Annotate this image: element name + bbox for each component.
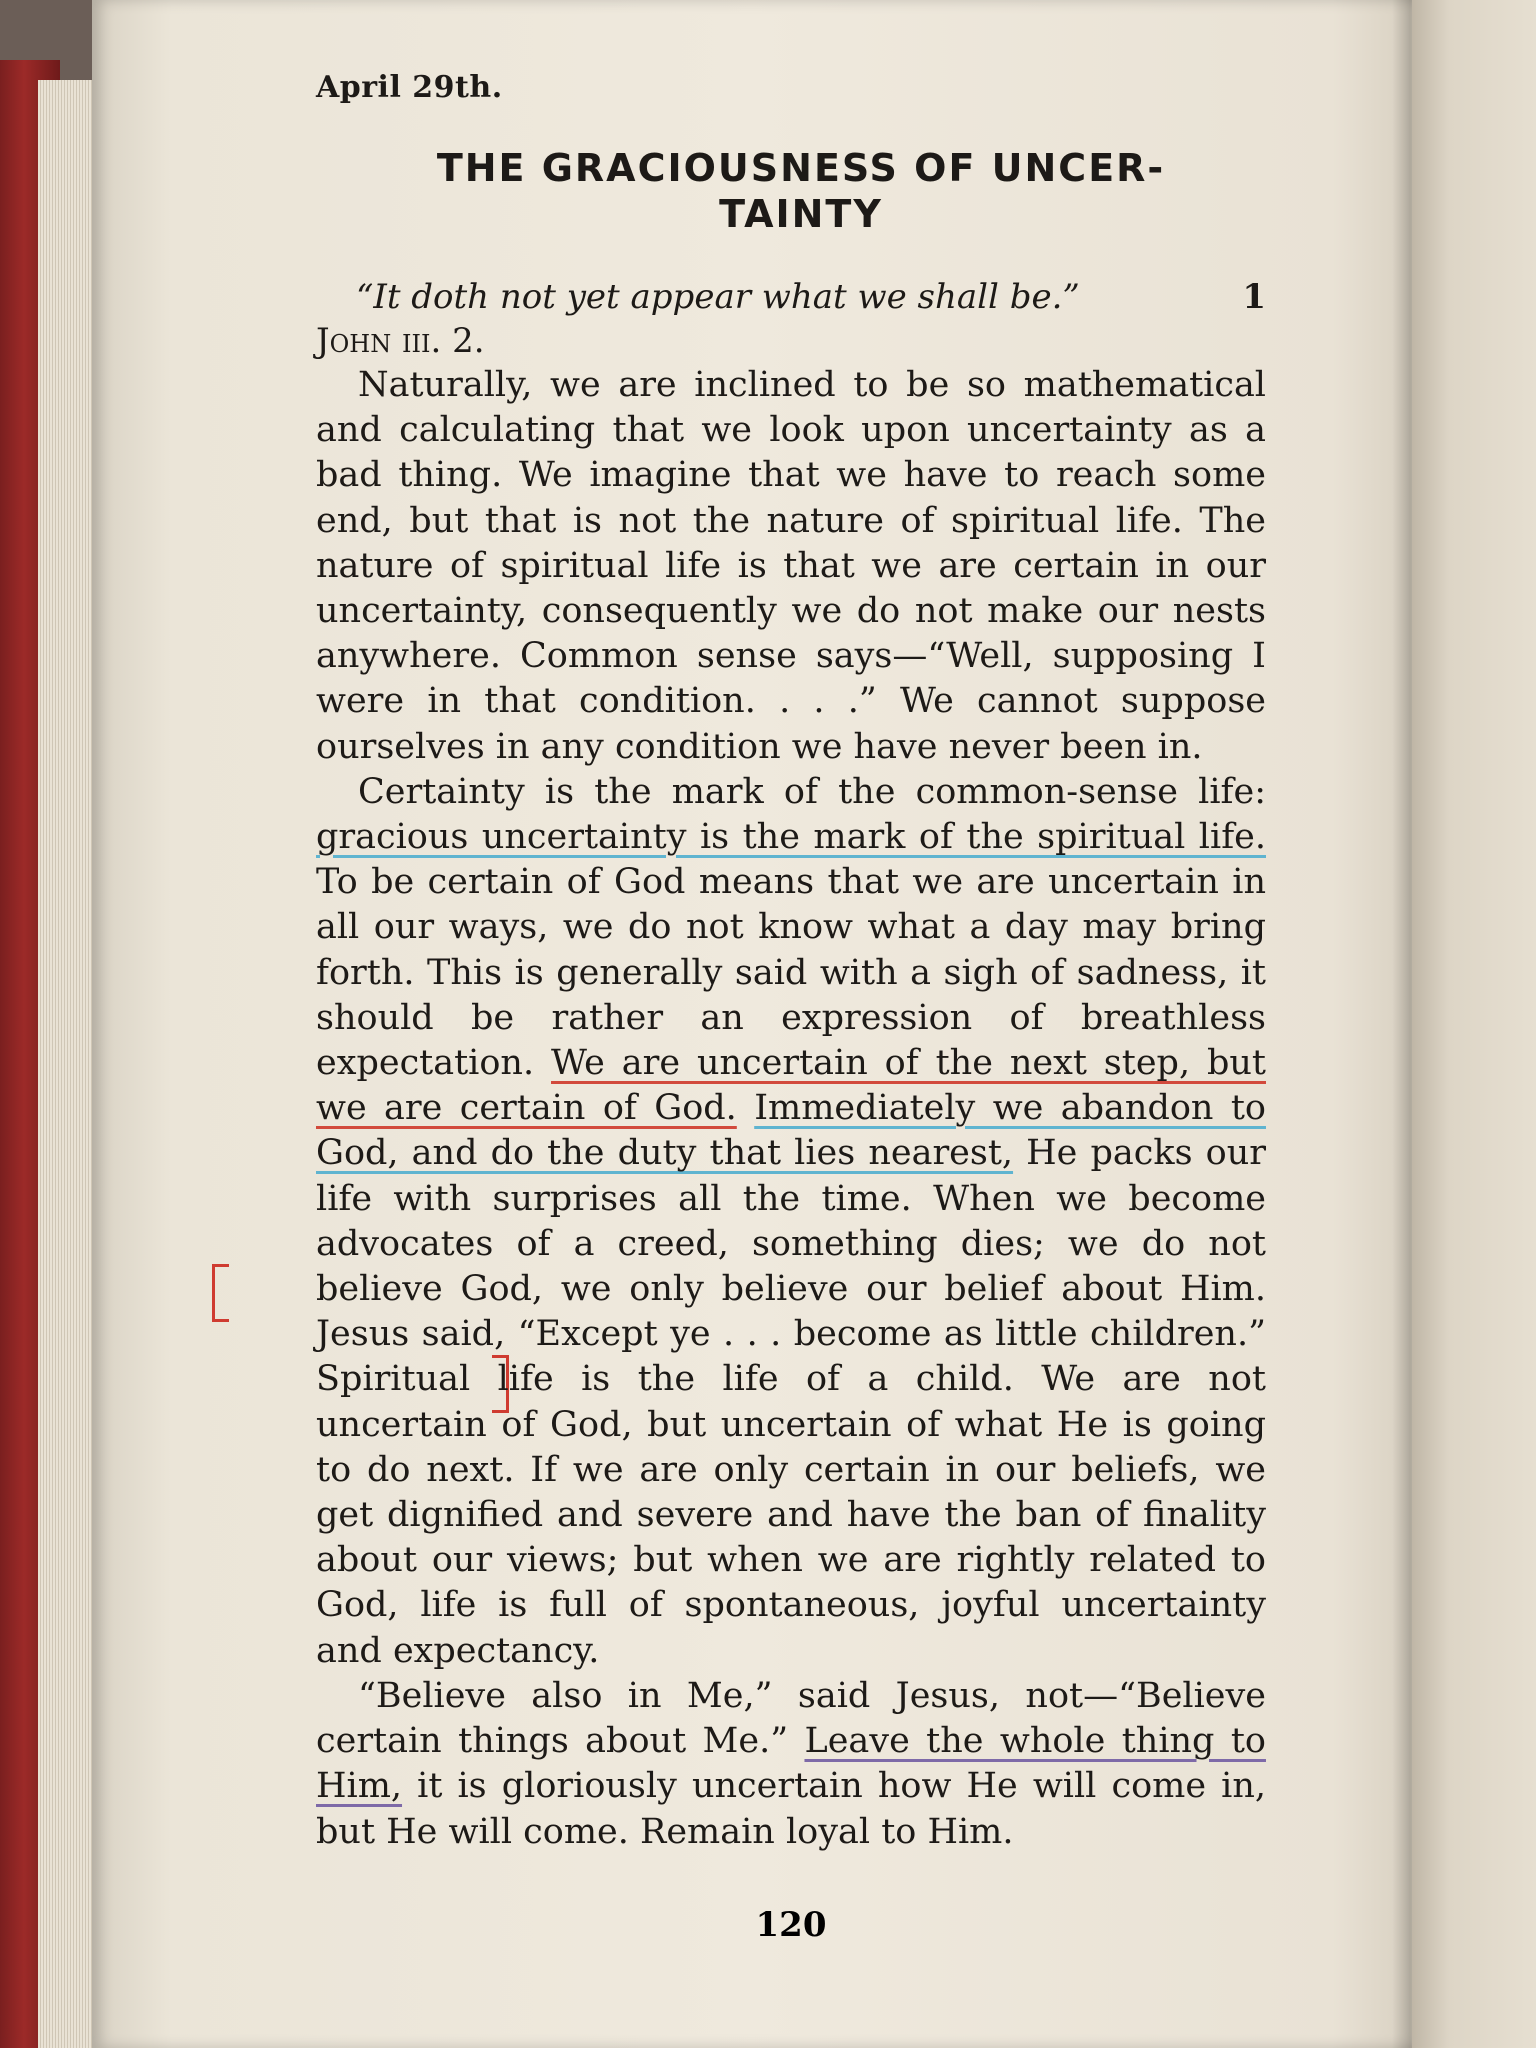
p2-text-c: To be certain of God means that we are uncertain in all our ways, we do not know what a day may bring forth. This is generally said with a sigh of sadness, it should be rather an expression of breathless expectation.: [316, 862, 1266, 1084]
page-title: [316, 145, 1266, 237]
page-text: [316, 70, 1266, 1855]
p3-purple-underline: Leave the whole thing to Him,: [316, 1721, 1266, 1807]
page-edges: [38, 80, 99, 2048]
date-heading: April 29th.: [316, 70, 503, 105]
p2-red-underline: We are uncertain of the next step, but we are certain of God.: [316, 1043, 1266, 1129]
page-number: 120: [755, 1905, 827, 1945]
scripture-verse: [316, 275, 1266, 363]
p2-blue-highlight: gracious uncertainty is the mark of the spiritual life.: [316, 817, 1266, 858]
p2-space: [737, 1088, 754, 1128]
verse-ref-number: 1: [1242, 277, 1266, 317]
facing-page-edge: [1412, 0, 1536, 2048]
verse-reference: John iii. 2.: [316, 321, 485, 361]
title-line-1: THE GRACIOUSNESS OF UNCER-: [436, 146, 1166, 190]
paragraph-1: Naturally, we are inclined to be so mathematical and calculating that we look upon uncertainty as a bad thing. We imagine that we have to reach some end, but that is not the nature of spiritual life. The nature of spiritual life is that we are certain in our uncertainty, consequently we do not make our nests anywhere. Common sense says—“Well, supposing I were in that condition. . . .” We cannot suppose ourselves in any condition we have never been in.: [316, 365, 1266, 767]
p2-blue-underline-2: Immediately we abandon to God, and do the duty that lies nearest,: [316, 1088, 1266, 1174]
paragraph-3: [316, 1674, 1266, 1855]
p2-text-g: He packs our life with surprises all the time. When we become advocates of a creed, something dies; we do not believe God, we only believe our belief about Him. Jesus said, “Except ye . . . become as little children.” Spiritual life is the life of a child. We are not uncertain of God, but uncertain of what He is going to do next. If we are only certain in our beliefs, we get dignified and severe and have the ban of finality about our views; but when we are rightly related to God, life is full of spontaneous, joyful uncertainty and expectancy.: [316, 1133, 1266, 1671]
p3-text-c: it is gloriously uncertain how He will come in, but He will come. Remain loyal to Him.: [316, 1766, 1266, 1852]
p3-text-a: “Believe also in Me,” said Jesus, not—“Believe certain things about Me.”: [316, 1675, 1266, 1762]
verse-quote: “It doth not yet appear what we shall be.”: [356, 277, 1080, 317]
red-bracket-open: [212, 1264, 229, 1322]
paragraph-2: [316, 770, 1266, 1674]
p2-text-a: Certainty is the mark of the common-sense life:: [358, 771, 1266, 812]
title-line-2: TAINTY: [719, 192, 883, 236]
